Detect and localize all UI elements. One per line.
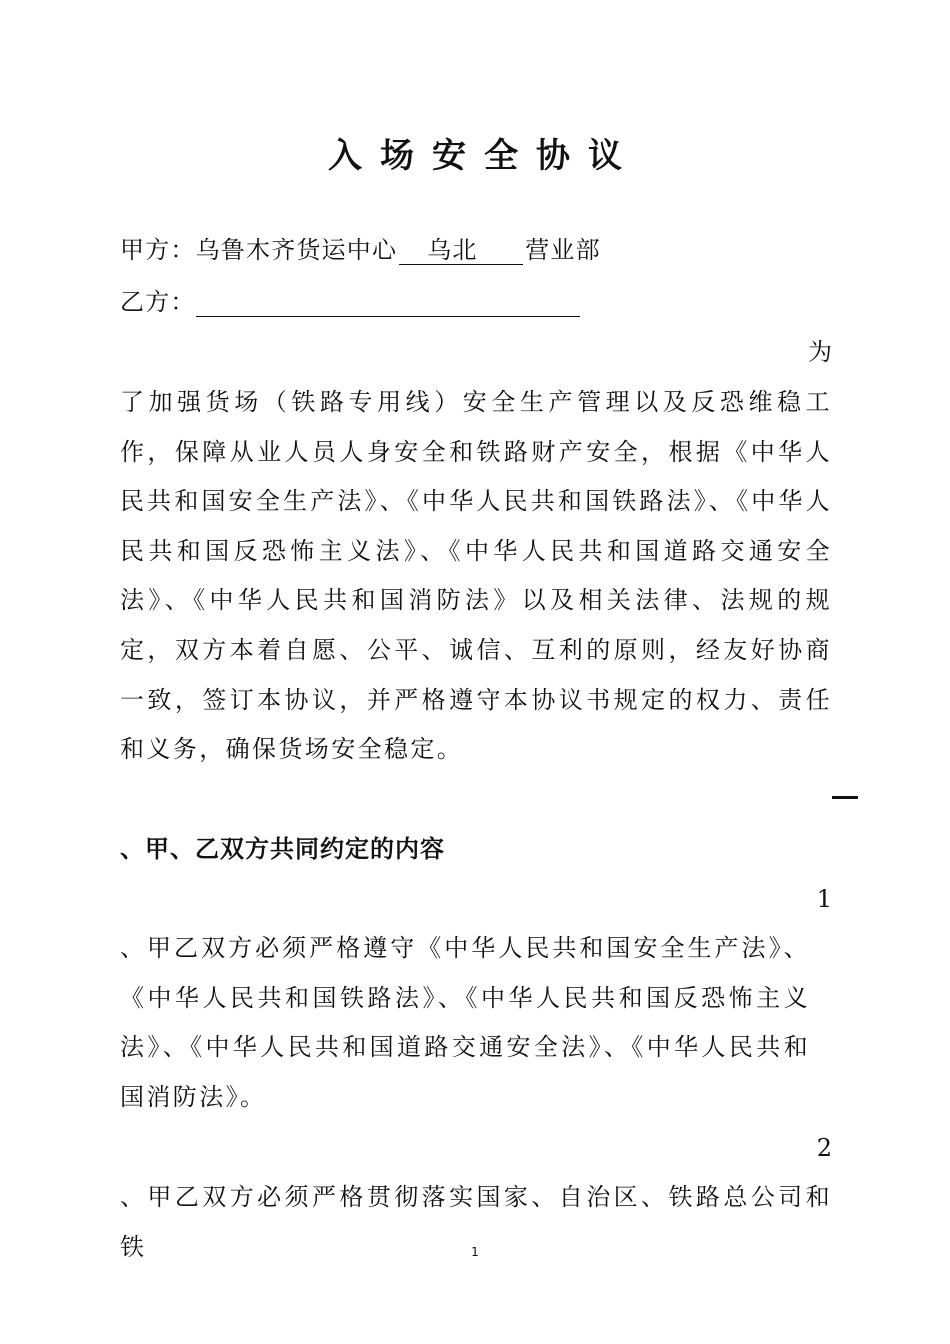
item-2-number: 2: [816, 1134, 832, 1162]
party-b-label: 乙方：: [120, 288, 196, 316]
item-2-text: 、甲乙双方必须严格贯彻落实国家、自治区、铁路总公司和铁: [120, 1183, 832, 1261]
section-one-heading: 、甲、乙双方共同约定的内容: [120, 835, 445, 863]
party-a-fill-blank: 乌北: [399, 236, 523, 265]
intro-paragraph: 了加强货场（铁路专用线）安全生产管理以及反恐维稳工作，保障从业人员人身安全和铁路财产安全，根据《中华人民共和国安全生产法》、《中华人民共和国铁路法》、《中华人民共和国反恐怖主义法》、《中华人民共和国道路交通安全法》、《中华人民共和国消防法》以及相关法律、法规的规定，双方本着自愿、公平、诚信、互利的原则，经友好协商一致，签订本协议，并严格遵守本协议书规定的权力、责任和义务，确保货场安全稳定。: [120, 388, 832, 764]
intro-lead-char: 为: [808, 338, 832, 366]
party-a-suffix: 营业部: [525, 236, 601, 264]
party-a-label: 甲方：: [120, 236, 196, 264]
section-one-numeral: [832, 796, 858, 799]
item-1-number: 1: [816, 885, 832, 913]
page-number: 1: [471, 1245, 479, 1259]
party-b-fill-blank: [196, 290, 580, 317]
party-b-line: [120, 287, 580, 317]
party-a-line: [120, 235, 601, 265]
item-1-text: 、甲乙双方必须严格遵守《中华人民共和国安全生产法》、《中华人民共和国铁路法》、《中华人民共和国反恐怖主义法》、《中华人民共和国道路交通安全法》、《中华人民共和国消防法》。: [120, 934, 810, 1111]
document-title: 入场安全协议: [328, 136, 640, 176]
party-a-org: 乌鲁木齐货运中心: [195, 236, 398, 264]
